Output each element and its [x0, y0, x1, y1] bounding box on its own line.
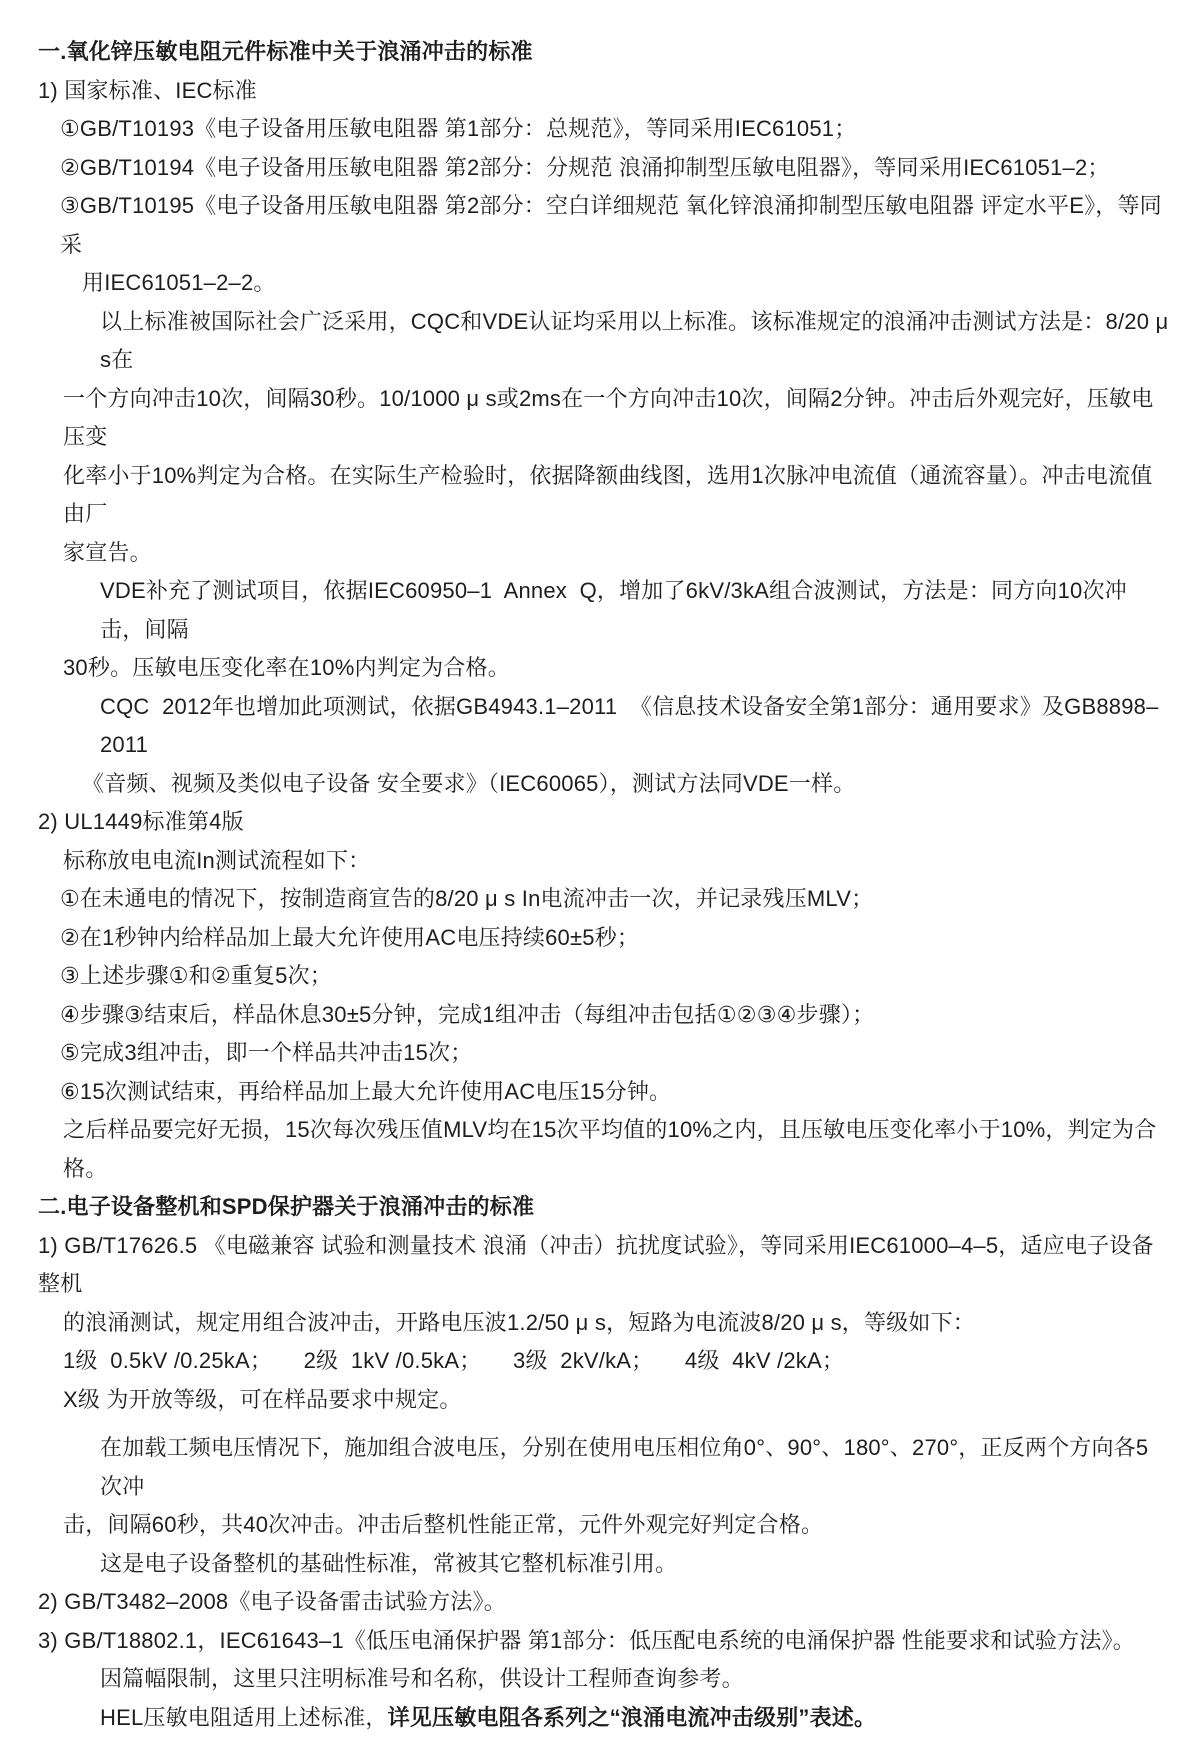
text-segment: 详见压敏电阻各系列之“浪涌电流冲击级别”表述。	[388, 1705, 877, 1730]
text-line: 30秒。压敏电压变化率在10%内判定为合格。	[38, 649, 1170, 688]
text-line: 1) GB/T17626.5 《电磁兼容 试验和测量技术 浪涌（冲击）抗扰度试验》，等同采用IEC61000–4–5，适应电子设备整机	[38, 1227, 1170, 1304]
text-line: 家宣告。	[38, 534, 1170, 573]
text-line: ③上述步骤①和②重复5次；	[38, 957, 1170, 996]
text-line: ③GB/T10195《电子设备用压敏电阻器 第2部分：空白详细规范 氧化锌浪涌抑制型压敏电阻器 评定水平E》，等同采	[38, 187, 1170, 264]
text-line: 1级 0.5kV /0.25kA； 2级 1kV /0.5kA； 3级 2kV/kA； 4级 4kV /2kA；	[38, 1342, 1170, 1381]
section-heading: 二.电子设备整机和SPD保护器关于浪涌冲击的标准	[38, 1188, 1170, 1227]
text-line: X级 为开放等级，可在样品要求中规定。	[38, 1381, 1170, 1420]
text-line: 《音频、视频及类似电子设备 安全要求》（IEC60065），测试方法同VDE一样。	[38, 765, 1170, 804]
section-heading: 一.氧化锌压敏电阻元件标准中关于浪涌冲击的标准	[38, 33, 1170, 72]
text-line: ⑤完成3组冲击，即一个样品共冲击15次；	[38, 1034, 1170, 1073]
text-line: ②GB/T10194《电子设备用压敏电阻器 第2部分：分规范 浪涌抑制型压敏电阻器》，等同采用IEC61051–2；	[38, 149, 1170, 188]
text-line	[38, 1699, 1170, 1737]
text-line: 之后样品要完好无损，15次每次残压值MLV均在15次平均值的10%之内，且压敏电压变化率小于10%，判定为合格。	[38, 1111, 1170, 1188]
text-line: ②在1秒钟内给样品加上最大允许使用AC电压持续60±5秒；	[38, 919, 1170, 958]
text-line: 2) GB/T3482–2008《电子设备雷击试验方法》。	[38, 1583, 1170, 1622]
text-line: 一个方向冲击10次，间隔30秒。10/1000 μ s或2ms在一个方向冲击10次，间隔2分钟。冲击后外观完好，压敏电压变	[38, 380, 1170, 457]
text-segment: HEL压敏电阻适用上述标准，	[100, 1705, 388, 1730]
text-line: 在加载工频电压情况下，施加组合波电压，分别在使用电压相位角0°、90°、180°、270°，正反两个方向各5次冲	[38, 1429, 1170, 1506]
document-body	[38, 33, 1170, 1737]
text-line: ①GB/T10193《电子设备用压敏电阻器 第1部分：总规范》，等同采用IEC61051；	[38, 110, 1170, 149]
text-line: 因篇幅限制，这里只注明标准号和名称，供设计工程师查询参考。	[38, 1660, 1170, 1699]
text-line: CQC 2012年也增加此项测试，依据GB4943.1–2011 《信息技术设备安全第1部分：通用要求》及GB8898–2011	[38, 688, 1170, 765]
text-line: ④步骤③结束后，样品休息30±5分钟，完成1组冲击（每组冲击包括①②③④步骤）；	[38, 996, 1170, 1035]
text-line: 2) UL1449标准第4版	[38, 803, 1170, 842]
text-line: 的浪涌测试，规定用组合波冲击，开路电压波1.2/50 μ s，短路为电流波8/20 μ s，等级如下：	[38, 1304, 1170, 1343]
text-line: 标称放电电流In测试流程如下：	[38, 842, 1170, 881]
text-line: ①在未通电的情况下，按制造商宣告的8/20 μ s In电流冲击一次，并记录残压MLV；	[38, 880, 1170, 919]
text-line: ⑥15次测试结束，再给样品加上最大允许使用AC电压15分钟。	[38, 1073, 1170, 1112]
text-line: 击，间隔60秒，共40次冲击。冲击后整机性能正常，元件外观完好判定合格。	[38, 1506, 1170, 1545]
text-line: 1) 国家标准、IEC标准	[38, 72, 1170, 111]
text-line: 3) GB/T18802.1，IEC61643–1《低压电涌保护器 第1部分：低压配电系统的电涌保护器 性能要求和试验方法》。	[38, 1622, 1170, 1661]
text-line: 化率小于10%判定为合格。在实际生产检验时，依据降额曲线图，选用1次脉冲电流值（通流容量）。冲击电流值由厂	[38, 457, 1170, 534]
text-line: 用IEC61051–2–2。	[38, 264, 1170, 303]
text-line: VDE补充了测试项目，依据IEC60950–1 Annex Q，增加了6kV/3kA组合波测试，方法是：同方向10次冲击，间隔	[38, 572, 1170, 649]
text-line: 这是电子设备整机的基础性标准，常被其它整机标准引用。	[38, 1545, 1170, 1584]
text-line: 以上标准被国际社会广泛采用，CQC和VDE认证均采用以上标准。该标准规定的浪涌冲击测试方法是：8/20 μ s在	[38, 303, 1170, 380]
